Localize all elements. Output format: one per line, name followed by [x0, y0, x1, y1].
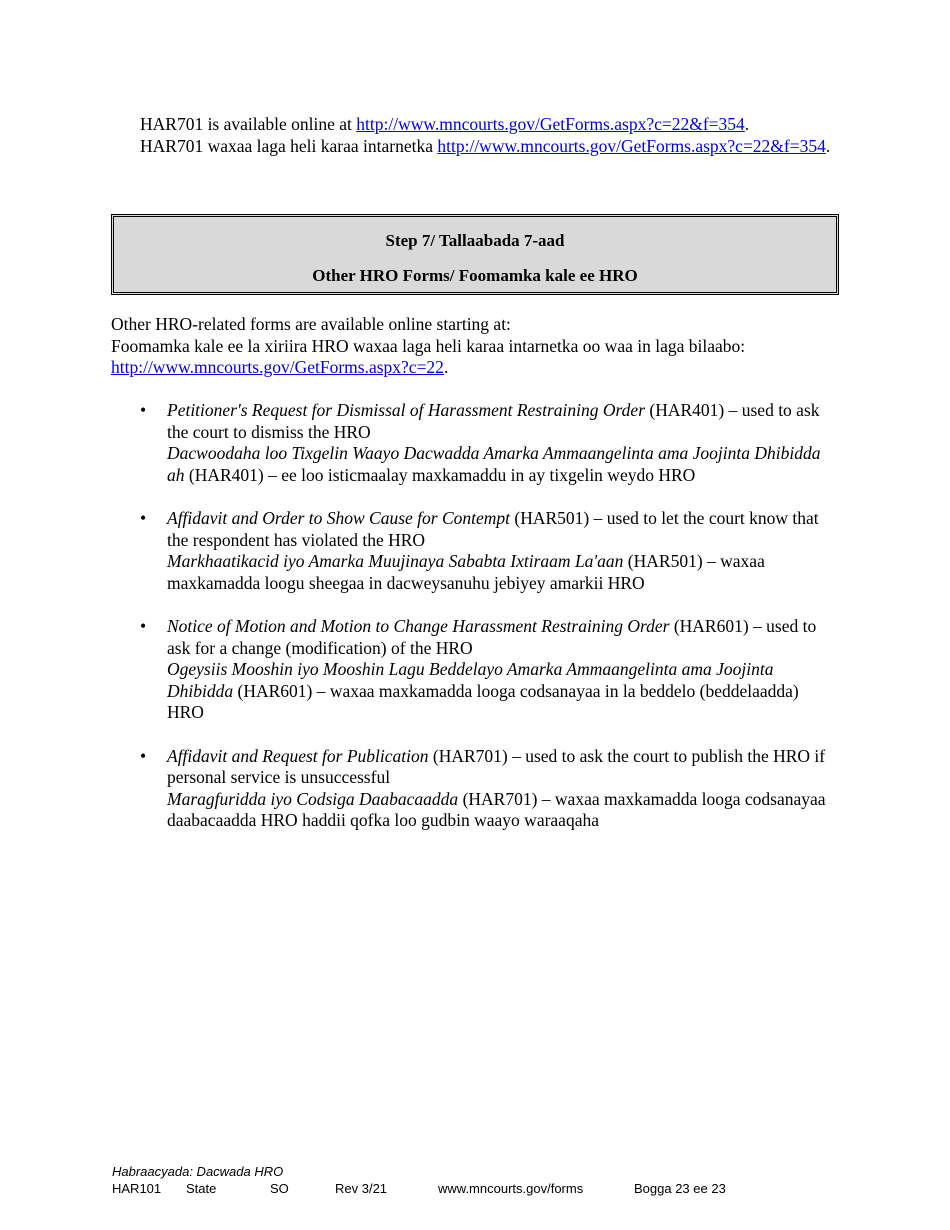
footer-language: SO [270, 1181, 289, 1196]
bullet-icon: • [140, 745, 147, 766]
step-header-box [111, 214, 839, 295]
footer-website: www.mncourts.gov/forms [438, 1181, 584, 1196]
intro-block [140, 113, 860, 157]
footer-meta [112, 1180, 812, 1197]
para-line-somali: Foomamka kale ee la xiriira HRO waxaa laga heli karaa intarnetka oo waa in laga bilaabo: [111, 335, 746, 356]
list-item [140, 400, 840, 486]
item-somali: Maragfuridda iyo Codsiga Daabacaadda (HAR701) – waxaa maxkamadda looga codsanayaa daabacaadda HRO haddii qofka loo gudbin waayo waraaqaha [167, 788, 826, 831]
item-english: Notice of Motion and Motion to Change Harassment Restraining Order (HAR601) – used to ask for a change (modification) of the HRO [167, 615, 817, 658]
footer-state: State [186, 1181, 217, 1196]
forms-paragraph [111, 314, 841, 379]
list-item [140, 508, 840, 594]
forms-list [140, 400, 840, 853]
item-somali: Dacwoodaha loo Tixgelin Waayo Dacwadda Amarka Ammaangelinta ama Joojinta Dhibidda ah (HAR401) – ee loo isticmaalay maxkamaddu in ay tixgelin weydo HRO [167, 443, 821, 485]
forms-link[interactable]: http://www.mncourts.gov/GetForms.aspx?c=22 [111, 357, 444, 377]
item-english: Petitioner's Request for Dismissal of Harassment Restraining Order (HAR401) – used to ask the court to dismiss the HRO [167, 400, 820, 442]
para-line-english: Other HRO-related forms are available online starting at: [111, 314, 511, 334]
page-footer [112, 1163, 812, 1197]
item-english: Affidavit and Request for Publication (HAR701) – used to ask the court to publish the HRO if personal service is unsuccessful [167, 745, 826, 788]
para-link-line: http://www.mncourts.gov/GetForms.aspx?c=22. [111, 357, 449, 377]
footer-revision: Rev 3/21 [335, 1181, 388, 1196]
bullet-icon: • [140, 400, 147, 420]
bullet-icon: • [140, 615, 147, 636]
item-english: Affidavit and Order to Show Cause for Contempt (HAR501) – used to let the court know that the respondent has violated the HRO [167, 507, 819, 550]
footer-title: Habraacyada: Dacwada HRO [112, 1164, 284, 1179]
bullet-icon: • [140, 507, 147, 528]
step-title: Step 7/ Tallaabada 7-aad [385, 231, 565, 250]
har701-link-somali[interactable]: http://www.mncourts.gov/GetForms.aspx?c=22&f=354 [437, 136, 826, 156]
item-somali: Markhaatikacid iyo Amarka Muujinaya Sababta Ixtiraam La'aan (HAR501) – waxaa maxkamadda loogu sheegaa in dacweysanuhu jebiyey amarkii HRO [167, 551, 765, 593]
footer-page-number: Bogga 23 ee 23 [634, 1181, 726, 1196]
intro-line-somali: HAR701 waxaa laga heli karaa intarnetka http://www.mncourts.gov/GetForms.aspx?c=22&f=354. [140, 136, 831, 156]
intro-line-english: HAR701 is available online at http://www.mncourts.gov/GetForms.aspx?c=22&f=354. [140, 114, 750, 134]
list-item [140, 746, 840, 832]
list-item [140, 616, 840, 724]
item-somali: Ogeysiis Mooshin iyo Mooshin Lagu Beddelayo Amarka Ammaangelinta ama Joojinta Dhibidda (HAR601) – waxaa maxkamadda looga codsanayaa in la beddelo (beddelaadda) HRO [167, 659, 799, 723]
footer-form-code: HAR101 [112, 1181, 162, 1196]
har701-link[interactable]: http://www.mncourts.gov/GetForms.aspx?c=22&f=354 [356, 114, 745, 134]
step-subtitle: Other HRO Forms/ Foomamka kale ee HRO [312, 266, 638, 285]
